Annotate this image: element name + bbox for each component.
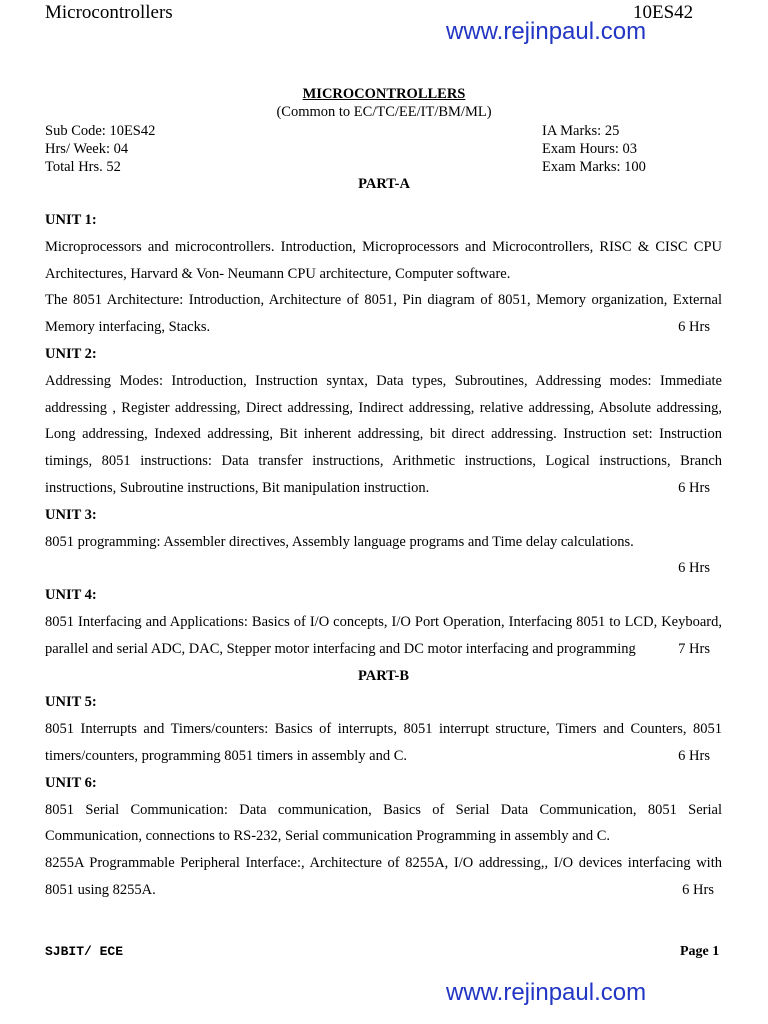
total-hrs: Total Hrs. 52 bbox=[45, 159, 121, 175]
header-subject: Microcontrollers bbox=[45, 2, 173, 23]
unit-2-para-1 bbox=[45, 368, 722, 502]
ia-marks: IA Marks: 25 bbox=[542, 123, 620, 139]
unit-2-hrs: 6 Hrs bbox=[678, 479, 710, 496]
unit-5-para-1-text: 8051 Interrupts and Timers/counters: Basics of interrupts, 8051 interrupt structure, Timers and Counters, 8051 timers/counters, programming 8051 timers in assembly and C. bbox=[45, 721, 722, 764]
unit-1-hrs: 6 Hrs bbox=[678, 319, 710, 336]
unit-1-para-2-text: The 8051 Architecture: Introduction, Architecture of 8051, Pin diagram of 8051, Memory organization, External Memory interfacing, Stacks. bbox=[45, 292, 722, 336]
unit-6-para-2-text: 8255A Programmable Peripheral Interface:, Architecture of 8255A, I/O addressing,, I/O devices interfacing with 8051 using 8255A. bbox=[45, 855, 722, 898]
page-title bbox=[0, 86, 768, 103]
unit-3-hrs-line bbox=[45, 555, 722, 582]
unit-1-para-1: Microprocessors and microcontrollers. Introduction, Microprocessors and Microcontrollers, RISC & CISC CPU Architectures, Harvard & Von- Neumann CPU architecture, Computer software. bbox=[45, 238, 722, 282]
unit-6-hrs: 6 Hrs bbox=[682, 881, 714, 898]
hrs-week: Hrs/ Week: 04 bbox=[45, 141, 129, 157]
unit-2-title: UNIT 2: bbox=[45, 345, 97, 362]
unit-1-title: UNIT 1: bbox=[45, 212, 97, 228]
unit-4-title: UNIT 4: bbox=[45, 587, 97, 604]
meta-left bbox=[45, 122, 155, 176]
watermark-top: www.rejinpaul.com bbox=[446, 18, 647, 45]
unit-4-hrs: 7 Hrs bbox=[678, 640, 710, 657]
unit-4-para-1-text: 8051 Interfacing and Applications: Basics of I/O concepts, I/O Port Operation, Interfacing 8051 to LCD, Keyboard, parallel and serial ADC, DAC, Stepper motor interfacing and DC motor interfacing and programming bbox=[45, 613, 722, 657]
unit-3-hrs: 6 Hrs bbox=[678, 560, 710, 577]
page-subtitle: (Common to EC/TC/EE/IT/BM/ML) bbox=[276, 104, 492, 120]
unit-6-para-2 bbox=[45, 850, 722, 904]
syllabus-content bbox=[45, 207, 722, 904]
footer-institute: SJBIT/ ECE bbox=[45, 944, 124, 959]
unit-5-hrs: 6 Hrs bbox=[678, 747, 710, 764]
unit-2-para-1-text: Addressing Modes: Introduction, Instruction syntax, Data types, Subroutines, Addressing modes: Immediate addressing , Register addressing, Direct addressing, Indirect addressing, relative addressing, Absolute addressing, Long addressing, Indexed addressing, Bit inherent addressing, bit direct addressing. Instruction set: Instruction timings, 8051 instructions: Data transfer instructions, Arithmetic instructions, Logical instructions, Branch instructions, Subroutine instructions, Bit manipulation instruction. bbox=[45, 372, 722, 496]
header-code: 10ES42 bbox=[633, 2, 694, 23]
exam-hours: Exam Hours: 03 bbox=[542, 141, 638, 157]
unit-3-title: UNIT 3: bbox=[45, 506, 97, 523]
sub-code: Sub Code: 10ES42 bbox=[45, 123, 156, 139]
unit-5-para-1 bbox=[45, 716, 722, 770]
footer-page-number: Page 1 bbox=[680, 944, 720, 959]
part-a-heading: PART-A bbox=[358, 176, 410, 192]
meta-right bbox=[542, 122, 646, 176]
unit-5-title: UNIT 5: bbox=[45, 694, 97, 711]
exam-marks: Exam Marks: 100 bbox=[542, 159, 646, 175]
unit-3-para-1: 8051 programming: Assembler directives, Assembly language programs and Time delay calculations. bbox=[45, 533, 634, 550]
unit-6-para-1: 8051 Serial Communication: Data communication, Basics of Serial Data Communication, 8051 Serial Communication, connections to RS-232, Serial communication Programming in assembly and C. bbox=[45, 801, 722, 845]
unit-6-title: UNIT 6: bbox=[45, 774, 97, 791]
part-b-heading: PART-B bbox=[357, 667, 410, 684]
page-title-text: MICROCONTROLLERS bbox=[302, 86, 466, 102]
unit-1-para-2 bbox=[45, 287, 722, 341]
unit-4-para-1 bbox=[45, 609, 722, 663]
watermark-bottom: www.rejinpaul.com bbox=[446, 979, 647, 1006]
